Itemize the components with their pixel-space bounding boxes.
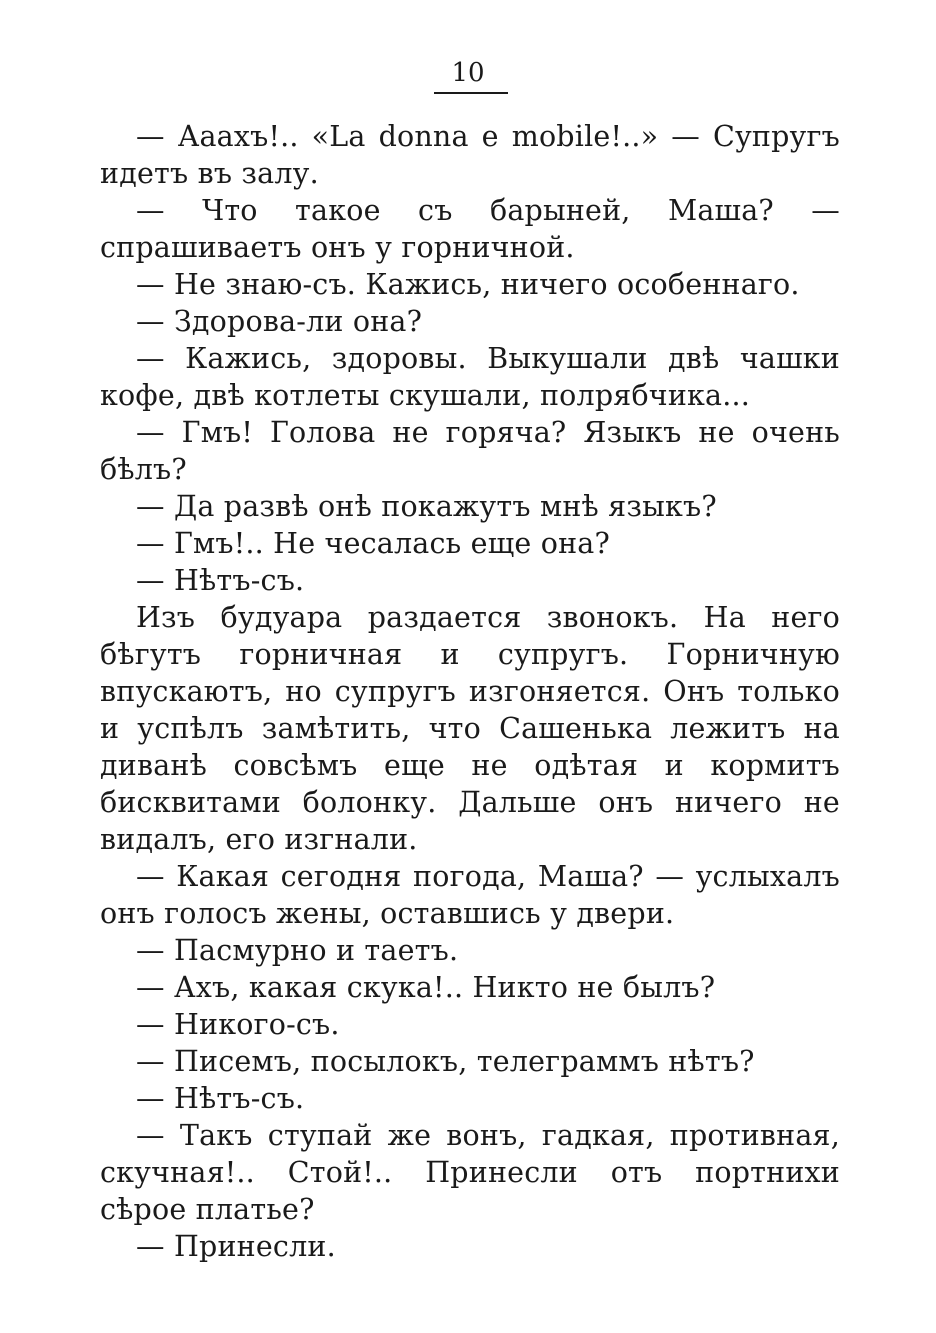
paragraph: — Такъ ступай же вонъ, гадкая, противная, скучная!.. Стой!.. Принесли отъ портнихи сѣрое платье? xyxy=(100,1119,840,1226)
paragraph: — Гмъ! Голова не горяча? Языкъ не очень бѣлъ? xyxy=(100,416,840,486)
paragraph: — Писемъ, посылокъ, телеграммъ нѣтъ? xyxy=(136,1045,755,1078)
paragraph: — Да развѣ онѣ покажутъ мнѣ языкъ? xyxy=(136,490,717,523)
paragraph: — Ааахъ!.. «La donna e mobile!..» — Супругъ идетъ въ залу. xyxy=(100,120,840,190)
paragraph: — Кажись, здоровы. Выкушали двѣ чашки кофе, двѣ котлеты скушали, полрябчика... xyxy=(100,342,840,412)
paragraph: — Что такое съ барыней, Маша? — спрашиваетъ онъ у горничной. xyxy=(100,194,840,264)
paragraph: — Здорова-ли она? xyxy=(136,305,423,338)
paragraph: — Нѣтъ-съ. xyxy=(136,564,305,597)
paragraph: — Ахъ, какая скука!.. Никто не былъ? xyxy=(136,971,716,1004)
paragraph: — Пасмурно и таетъ. xyxy=(136,934,459,967)
paragraph: Изъ будуара раздается звонокъ. На него бѣгутъ горничная и супругъ. Горничную впускаютъ, но супругъ изгоняется. Онъ только и успѣлъ замѣтить, что Сашенька лежитъ на диванѣ совсѣмъ еще не одѣтая и кормитъ бисквитами болонку. Дальше онъ ничего не видалъ, его изгнали. xyxy=(100,601,840,856)
paragraph: — Принесли. xyxy=(136,1230,336,1263)
paragraph: — Какая сегодня погода, Маша? — услыхалъ онъ голосъ жены, оставшись у двери. xyxy=(100,860,840,930)
page-number-rule xyxy=(434,92,508,94)
paragraph: — Гмъ!.. Не чесалась еще она? xyxy=(136,527,610,560)
paragraph: — Не знаю-съ. Кажись, ничего особеннаго. xyxy=(136,268,800,301)
page-text xyxy=(100,118,840,1265)
paragraph: — Никого-съ. xyxy=(136,1008,340,1041)
page-number: 10 xyxy=(451,58,485,88)
paragraph: — Нѣтъ-съ. xyxy=(136,1082,305,1115)
